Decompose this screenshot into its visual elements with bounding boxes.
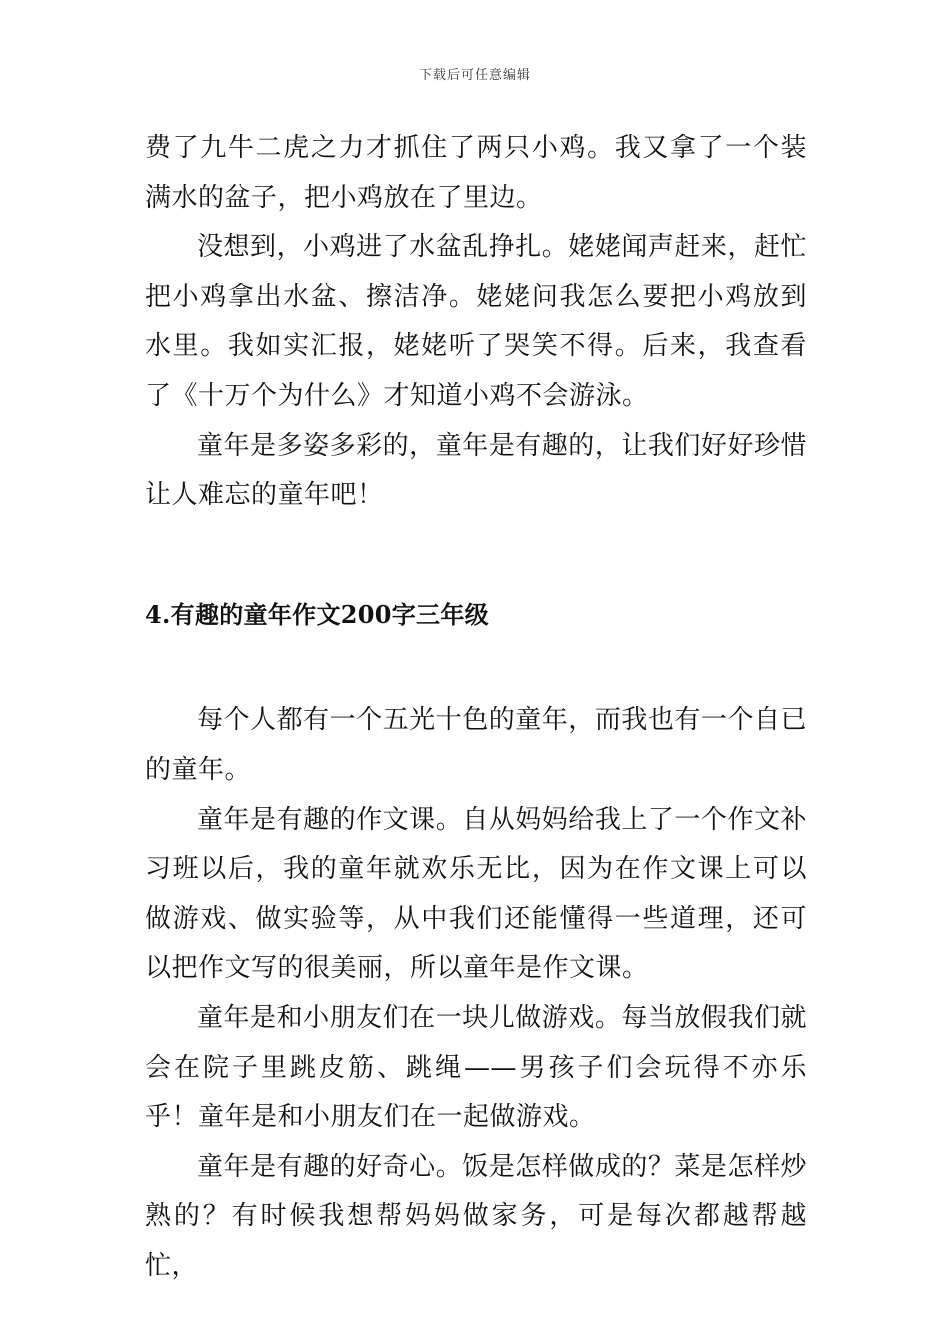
paragraph: 每个人都有一个五光十色的童年，而我也有一个自已的童年。 <box>145 705 807 785</box>
paragraph: 童年是多姿多彩的，童年是有趣的，让我们好好珍惜让人难忘的童年吧！ <box>145 430 807 511</box>
paragraph: 费了九牛二虎之力才抓住了两只小鸡。我又拿了一个装满水的盆子，把小鸡放在了里边。 <box>145 133 807 213</box>
paragraph: 童年是和小朋友们在一块儿做游戏。每当放假我们就会在院子里跳皮筋、跳绳——男孩子们会玩得不亦乐乎！童年是和小朋友们在一起做游戏。 <box>145 1002 807 1133</box>
document-body <box>145 124 807 1291</box>
page-header: 下载后可任意编辑 <box>418 68 531 83</box>
paragraph: 童年是有趣的作文课。自从妈妈给我上了一个作文补习班以后，我的童年就欢乐无比，因为在作文课上可以做游戏、做实验等，从中我们还能懂得一些道理，还可以把作文写的很美丽，所以童年是作文课。 <box>145 804 807 984</box>
section-heading: 4.有趣的童年作文200字三年级 <box>145 599 489 629</box>
paragraph: 童年是有趣的好奇心。饭是怎样做成的？菜是怎样炒熟的？有时候我想帮妈妈做家务，可是每次都越帮越忙， <box>145 1151 807 1281</box>
paragraph: 没想到，小鸡进了水盆乱挣扎。姥姥闻声赶来，赶忙把小鸡拿出水盆、擦洁净。姥姥问我怎么要把小鸡放到水里。我如实汇报，姥姥听了哭笑不得。后来，我查看了《十万个为什么》才知道小鸡不会游泳。 <box>145 232 807 411</box>
